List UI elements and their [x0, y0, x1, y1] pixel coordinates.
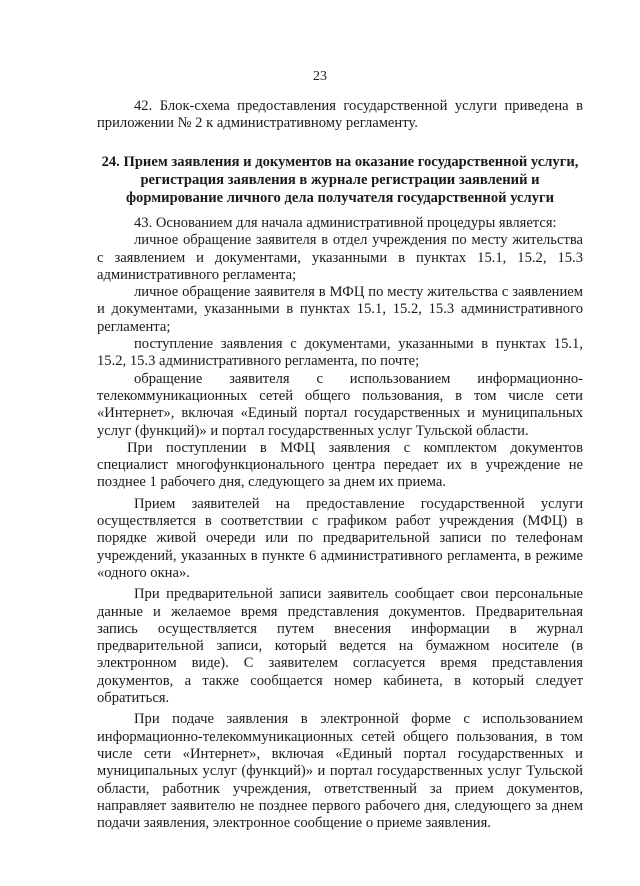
paragraph-mfc: При поступлении в МФЦ заявления с комплектом документов специалист многофункционального центра передает их в учреждение не позднее 1 рабочего дня, следующего за днем их приема. — [97, 439, 583, 491]
paragraph-reception: Прием заявителей на предоставление государственной услуги осуществляется в соответствии с графиком работ учреждения (МФЦ) в порядке живой очереди или по предварительной записи по телефонам учреждений, указанных в пункте 6 административного регламента, в режиме «одного окна». — [97, 495, 583, 581]
list-item-2: личное обращение заявителя в МФЦ по месту жительства с заявлением и документами, указанными в пунктах 15.1, 15.2, 15.3 административного регламента; — [97, 284, 583, 335]
paragraph-42-block — [97, 98, 583, 133]
list-item-1: личное обращение заявителя в отдел учреждения по месту жительства с заявлением и документами, указанными в пунктах 15.1, 15.2, 15.3 административного регламента; — [97, 232, 583, 283]
list-item-4: обращение заявителя с использованием информационно-телекоммуникационных сетей общего пользования, в том числе сети «Интернет», включая «Единый портал государственных и муниципальных услуг (функций)» и портал государственных услуг Тульской области. — [97, 370, 583, 439]
page-number: 23 — [313, 69, 327, 84]
paragraph-43: 43. Основанием для начала административной процедуры является: — [134, 215, 557, 231]
paragraph-electronic: При подаче заявления в электронной форме с использованием информационно-телекоммуникационных сетей общего пользования, в том числе сети «Интернет», включая «Единый портал государственных и муниципальных услуг (функций)» и портал государственных услуг Тульской области, работник учреждения, ответственный за прием документов, направляет заявителю не позднее первого рабочего дня, следующего за днем подачи заявления, электронное сообщение о приеме заявления. — [97, 711, 583, 832]
paragraph-prereg: При предварительной записи заявитель сообщает свои персональные данные и желаемое время представления документов. Предварительная запись осуществляется путем внесения информации в журнал предварительной записи, который ведется на бумажном носителе (в электронном виде). С заявителем согласуется время представления документов, а также сообщается номер кабинета, в который следует обратиться. — [97, 586, 583, 707]
list-item-3: поступление заявления с документами, указанными в пунктах 15.1, 15.2, 15.3 административного регламента, по почте; — [97, 336, 583, 370]
main-text-block — [97, 215, 583, 832]
section-heading: 24. Прием заявления и документов на оказание государственной услуги, регистрация заявления в журнале регистрации заявлений и формирование личного дела получателя государственной услуги — [101, 154, 579, 206]
paragraph-42: 42. Блок-схема предоставления государственной услуги приведена в приложении № 2 к административному регламенту. — [97, 98, 583, 132]
